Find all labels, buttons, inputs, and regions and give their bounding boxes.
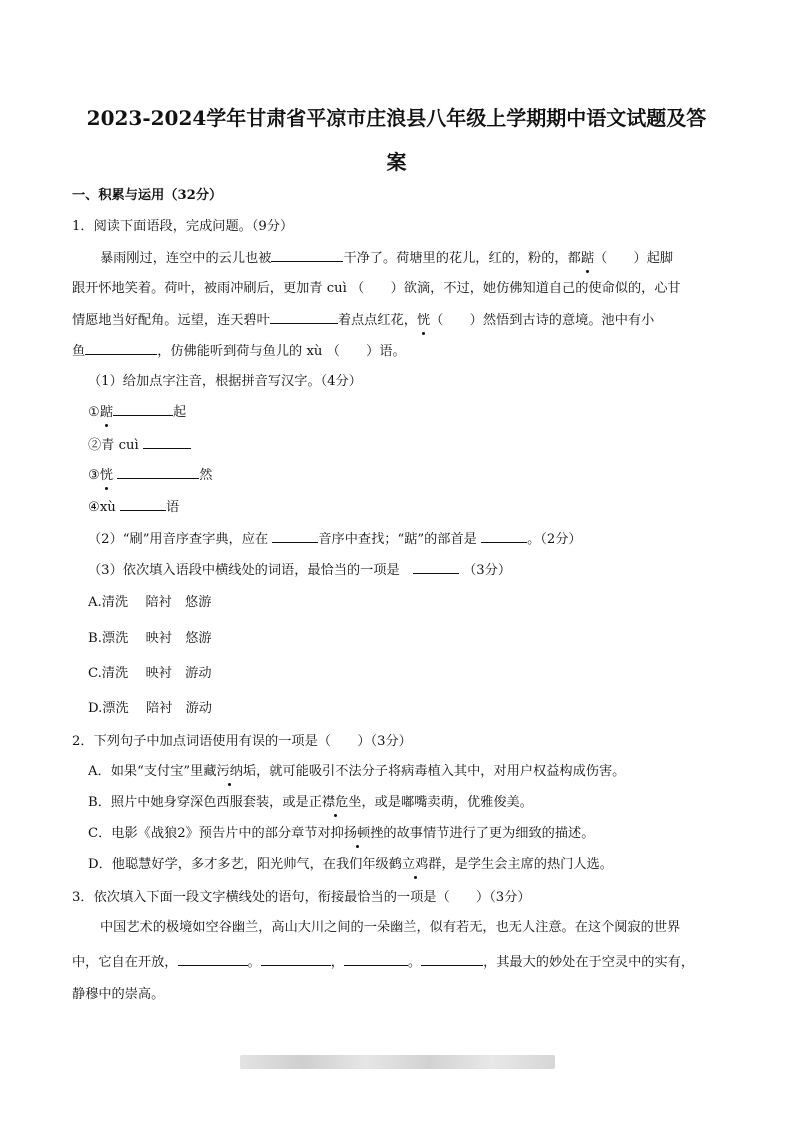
q1-paragraph-line-4 [72,342,406,361]
q1-stem: 1．阅读下面语段，完成问题。（9分） [72,219,294,234]
text: ，仿佛能听到荷与鱼儿的 xù （ ）语。 [157,344,406,359]
text: D．他聪慧好学，多才多艺，阳光帅气，在我们年级 [88,857,389,872]
fill-blank[interactable] [178,953,248,966]
q3-paragraph-line-3: 静穆中的崇高。 [72,987,165,1002]
text: ① [88,405,100,420]
answer-item-4 [88,498,179,517]
text: （ ）起脚 [594,251,674,266]
q1-paragraph-line-3 [72,311,654,330]
dotted-phrase: 藏污纳垢 [203,764,257,779]
text: 。 [247,955,261,970]
q1-paragraph-line-2: 跟开怀地笑着。荷叶，被雨冲刷后，更加青 cuì （ ）欲滴，不过，她仿佛知道自己的使命似的，心甘 [72,281,681,296]
text: （3分） [463,563,512,578]
q2-option-d [88,856,613,874]
text: 起 [173,405,187,420]
text: 干净了。荷塘里的花儿，红的，粉的，都 [343,251,581,266]
text: 的故事情节进行了更为细致的描述。 [383,826,595,841]
text: ，是学生会主席的热门人选。 [441,857,613,872]
text: C．电影《战狼2》预告片中的部分章节对 [88,826,331,841]
text: 鱼 [72,344,86,359]
fill-blank[interactable] [261,953,331,966]
text: 。 [407,955,422,970]
text: ， [330,955,344,970]
text: B．照片中她身穿深色西服套装，或是 [88,795,309,810]
answer-blank[interactable] [413,561,459,574]
answer-blank[interactable] [117,466,199,479]
q1-paragraph-line-1 [100,249,673,268]
q3-stem: 3．依次填入下面一段文字横线处的语句，衔接最恰当的一项是（ ）（3分） [72,890,531,905]
text: ②青 cuì [88,438,139,453]
text: ，其最大的妙处在于空灵中的实有， [483,955,695,970]
answer-blank[interactable] [481,530,527,543]
text: A．如果“支付宝”里 [88,764,204,779]
fill-blank[interactable] [421,953,483,966]
dotted-phrase: 鹤立鸡群 [388,857,442,872]
section-heading: 一、积累与运用（32分） [72,188,223,203]
fill-blank[interactable] [271,249,343,262]
dotted-char: 恍 [416,313,431,328]
text: ，或是嘟嘴卖萌，优雅俊美。 [361,795,533,810]
fill-blank[interactable] [270,311,338,324]
text: ，就可能吸引不法分子将病毒植入其中，对用户权益构成伤害。 [256,764,626,779]
blurred-footer-watermark [240,1055,555,1069]
text: 着点点红花， [337,313,417,328]
option-c: C.清洗 映衬 游动 [88,666,212,681]
text: （2）“刷”用音序查字典，应在 [88,532,269,547]
answer-blank[interactable] [113,403,173,416]
q1-subquestion-2 [88,530,582,549]
q3-paragraph-line-1: 中国艺术的极境如空谷幽兰，高山大川之间的一朵幽兰，似有若无，也无人注意。在这个阒寂的世界 [100,920,681,935]
answer-item-1 [88,403,186,422]
text: （3）依次填入语段中横线处的词语，最恰当的一项是 [88,563,400,578]
text: ③ [88,468,100,483]
text: 情愿地当好配角。远望，连天碧叶 [72,313,270,328]
option-b: B.漂洗 映衬 悠游 [88,631,212,646]
answer-blank[interactable] [272,530,318,543]
text: （ ）然悟到古诗的意境。池中有小 [430,313,655,328]
q2-option-a [88,763,625,781]
q3-paragraph-line-2 [72,953,694,972]
q1-subquestion-1: （1）给加点字注音，根据拼音写汉字。（4分） [88,374,362,389]
text: ④xù [88,500,116,515]
answer-blank[interactable] [143,436,191,449]
document-title-line-2: 案 [386,150,407,174]
q2-stem: 2．下列句子中加点词语使用有误的一项是（ ）（3分） [72,734,412,749]
answer-item-2 [88,436,191,455]
dotted-phrase: 抑扬顿挫 [330,826,384,841]
q2-option-c [88,825,594,843]
text: 中，它自在开放， [72,955,178,970]
text: 语 [165,500,180,515]
text: 然 [199,468,213,483]
document-title-line-1: 2023-2024学年甘肃省平凉市庄浪县八年级上学期期中语文试题及答 [86,106,707,130]
q1-subquestion-3 [88,561,511,580]
q2-option-b [88,794,533,812]
dotted-phrase: 正襟危坐 [308,795,362,810]
dotted-char: 恍 [99,468,114,483]
fill-blank[interactable] [344,953,408,966]
dotted-char: 踮 [99,405,114,420]
text: 。（2分） [527,532,582,547]
option-d: D.漂洗 陪衬 游动 [88,701,212,716]
option-a: A.清洗 陪衬 悠游 [88,595,212,610]
text: 暴雨刚过，连空中的云儿也被 [100,251,272,266]
fill-blank[interactable] [85,342,157,355]
dotted-char: 踮 [580,251,594,266]
answer-blank[interactable] [120,498,166,511]
answer-item-3 [88,466,212,485]
text: 音序中查找；“踮”的部首是 [318,532,477,547]
